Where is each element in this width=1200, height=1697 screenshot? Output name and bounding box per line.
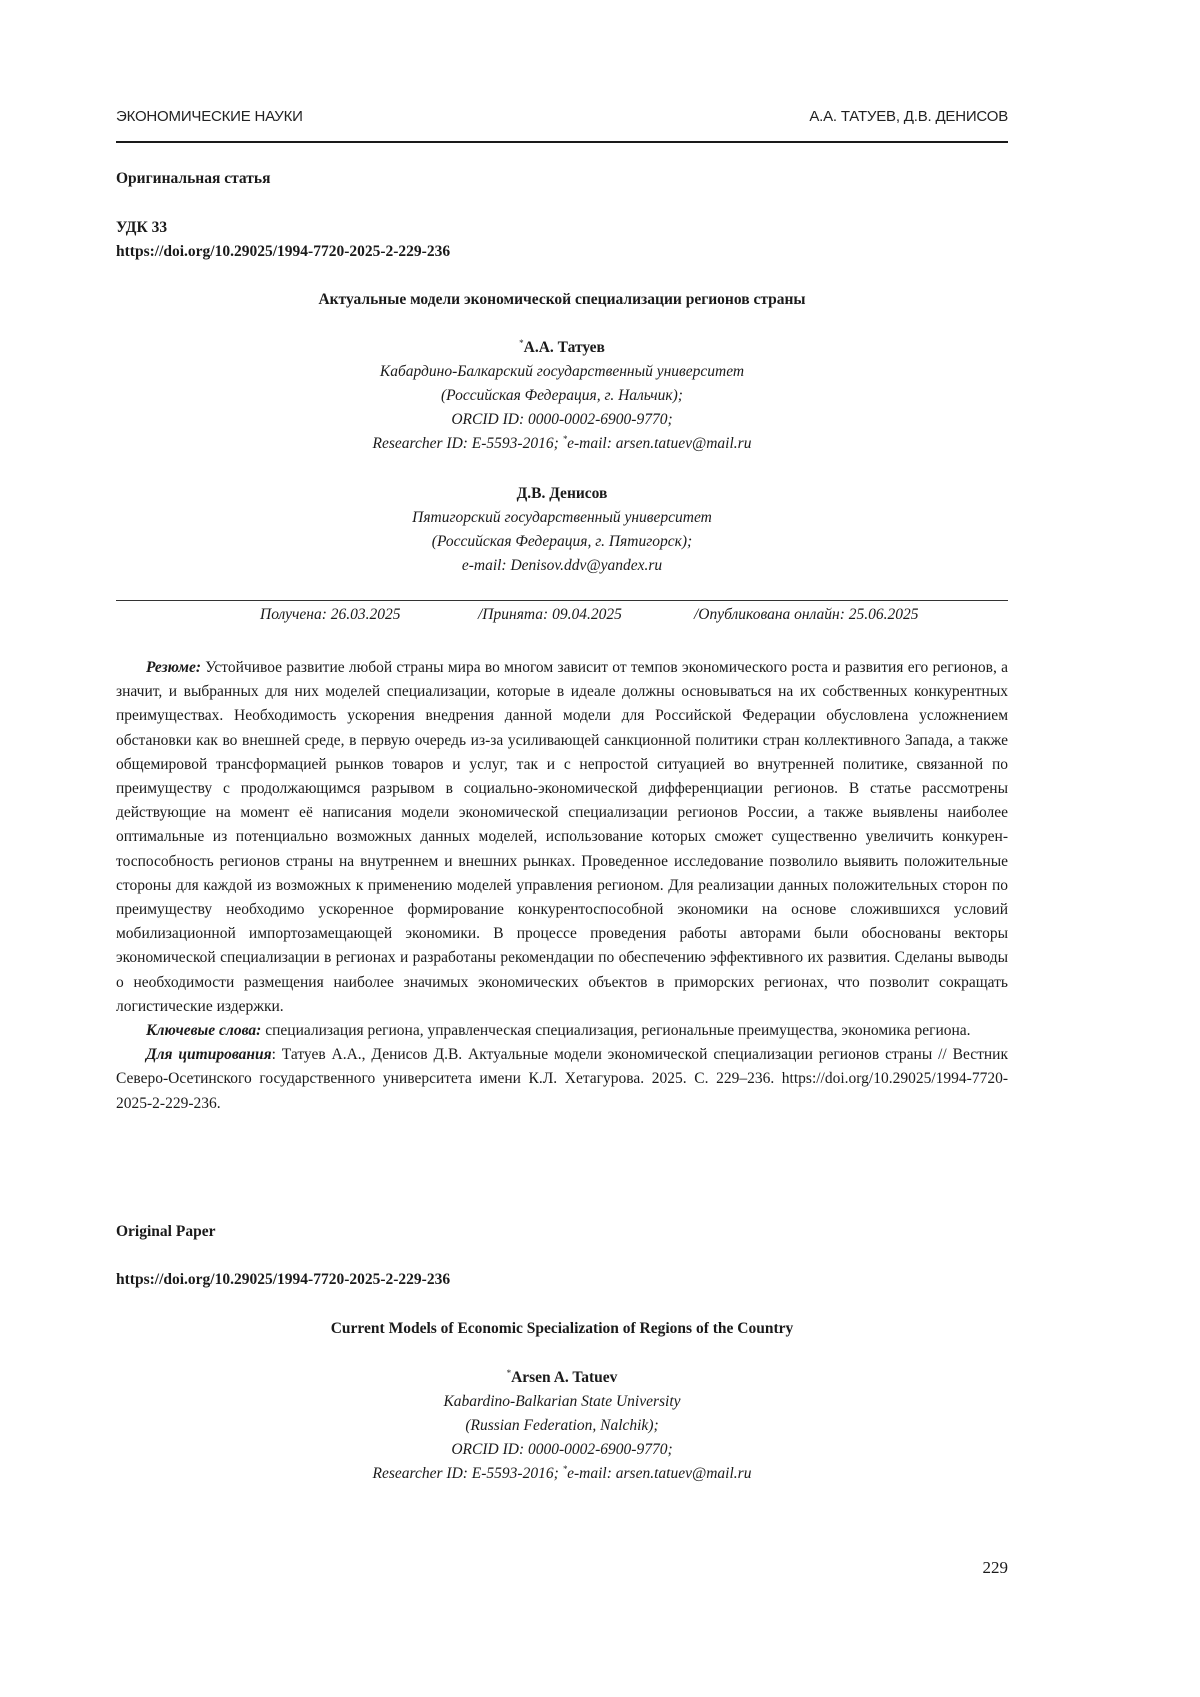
running-head-section: ЭКОНОМИЧЕСКИЕ НАУКИ — [116, 108, 303, 125]
keywords-text: специализация региона, управленческая специализация, региональные преимущества, экономика региона. — [265, 1022, 971, 1040]
citation-text: : Татуев А.А., Денисов Д.В. Актуальные модели экономической специализации регионов страны // Вестник Северо-Осетинского государственного университета имени К.Л. Хетагурова. 2025. С. 229–236. https://doi.org/10.29025/1994-7720-2025-2-229-236. — [116, 1046, 1008, 1112]
abstract-paragraph — [116, 656, 1008, 1019]
date-accepted: /Принята: 09.04.2025 — [478, 606, 622, 623]
email-mark-en: * — [562, 1464, 568, 1474]
author2-location-ru: (Российская Федерация, г. Пятигорск); — [431, 533, 693, 550]
running-head-authors: А.А. ТАТУЕВ, Д.В. ДЕНИСОВ — [809, 108, 1008, 125]
dates-rule — [116, 600, 1008, 601]
email-mark: * — [562, 434, 568, 444]
author1-email-ru[interactable]: e-mail: arsen.tatuev@mail.ru — [567, 435, 752, 452]
dates-line — [116, 606, 1008, 630]
doi-ru[interactable]: https://doi.org/10.29025/1994-7720-2025-2-229-236 — [116, 243, 451, 260]
author1-ids-ru — [116, 432, 1008, 456]
header-rule — [116, 141, 1008, 143]
udk: УДК 33 — [116, 219, 168, 236]
article-type-en: Original Paper — [116, 1223, 216, 1240]
abstract-label: Резюме: — [146, 659, 202, 676]
author1-en — [116, 1366, 1008, 1390]
author1-affiliation-ru: Кабардино-Балкарский государственный университет — [379, 363, 745, 380]
author1-email-en[interactable]: e-mail: arsen.tatuev@mail.ru — [567, 1465, 752, 1482]
author1-researcher-id-ru: Researcher ID: E-5593-2016; — [372, 435, 559, 452]
keywords-label: Ключевые слова: — [146, 1022, 262, 1040]
corresponding-mark: * — [519, 338, 524, 348]
abstract-block — [116, 656, 1008, 1116]
author1-ids-en — [116, 1462, 1008, 1486]
corresponding-mark-en: * — [506, 1368, 512, 1378]
running-head — [116, 106, 1008, 130]
author1-orcid-en: ORCID ID: 0000-0002-6900-9770; — [451, 1441, 673, 1458]
article-title-ru: Актуальные модели экономической специализации регионов страны — [318, 291, 806, 308]
keywords-paragraph — [116, 1019, 1008, 1043]
author1-location-ru: (Российская Федерация, г. Нальчик); — [441, 387, 683, 404]
article-type-ru: Оригинальная статья — [116, 170, 271, 187]
author1-location-en: (Russian Federation, Nalchik); — [465, 1417, 659, 1434]
author2-email-ru[interactable]: e-mail: Denisov.ddv@yandex.ru — [461, 557, 663, 574]
author1-ru — [116, 336, 1008, 360]
author1-name-en: Arsen A. Tatuev — [511, 1369, 618, 1386]
citation-label: Для цитирования — [146, 1046, 272, 1064]
author1-affiliation-en: Kabardino-Balkarian State University — [443, 1393, 681, 1410]
citation-paragraph — [116, 1043, 1008, 1116]
author1-name-ru: А.А. Татуев — [523, 339, 605, 356]
author1-researcher-id-en: Researcher ID: E-5593-2016; — [372, 1465, 559, 1482]
date-published: /Опубликована онлайн: 25.06.2025 — [694, 606, 919, 623]
author1-orcid-ru: ORCID ID: 0000-0002-6900-9770; — [451, 411, 673, 428]
page-number: 229 — [982, 1558, 1008, 1577]
author2-name-ru: Д.В. Денисов — [516, 485, 608, 502]
date-received: Получена: 26.03.2025 — [260, 606, 401, 623]
article-title-en: Current Models of Economic Specialization of Regions of the Country — [330, 1320, 794, 1337]
author2-affiliation-ru: Пятигорский государственный университет — [412, 509, 712, 526]
abstract-text: Устойчивое развитие любой страны мира во многом зависит от темпов экономического роста и развития его регионов, а значит, и выбранных для них моделей специализации, которые в идеале должны основываться на их собственных конкурентных преимуществах. Необходимость ускорения внедрения данной модели для Российской Федерации обусловлена усложнением обстановки как во внешней среде, в первую очередь из-за усиливающей санкционной политики стран коллективного Запада, а также общемировой трансформацией рынков товаров и услуг, так и с непростой ситуацией во внутренней политике, связанной по преимуществу с продолжающимся разрывом в социально-экономической дифференциации регионов. В статье рассмотрены действующие на момент её написания модели экономической специализации регионов России, а также выявлены наиболее оптимальные из потенциально возможных данных моделей, использование которых сможет существенно увеличить конкурентоспособность регионов страны на внутреннем и внешних рынках. Проведенное исследование позволило выявить положительные стороны для каждой из возможных к применению моделей управления регионом. Для реализации данных положительных сторон по преимуществу необходимо ускоренное формирование конкурентоспособной экономики на основе сложившихся условий мобилизационной импортозамещающей экономики. В процессе проведения работы авторами были обоснованы векторы экономической специализации в регионах и разработаны рекомендации по обеспечению эффективного их развития. Сделаны выводы о необходимости размещения наиболее значимых экономических объектов в приморских регионах, что позволит сокращать логистические издержки. — [116, 659, 1008, 1015]
doi-en[interactable]: https://doi.org/10.29025/1994-7720-2025-2-229-236 — [116, 1271, 451, 1288]
